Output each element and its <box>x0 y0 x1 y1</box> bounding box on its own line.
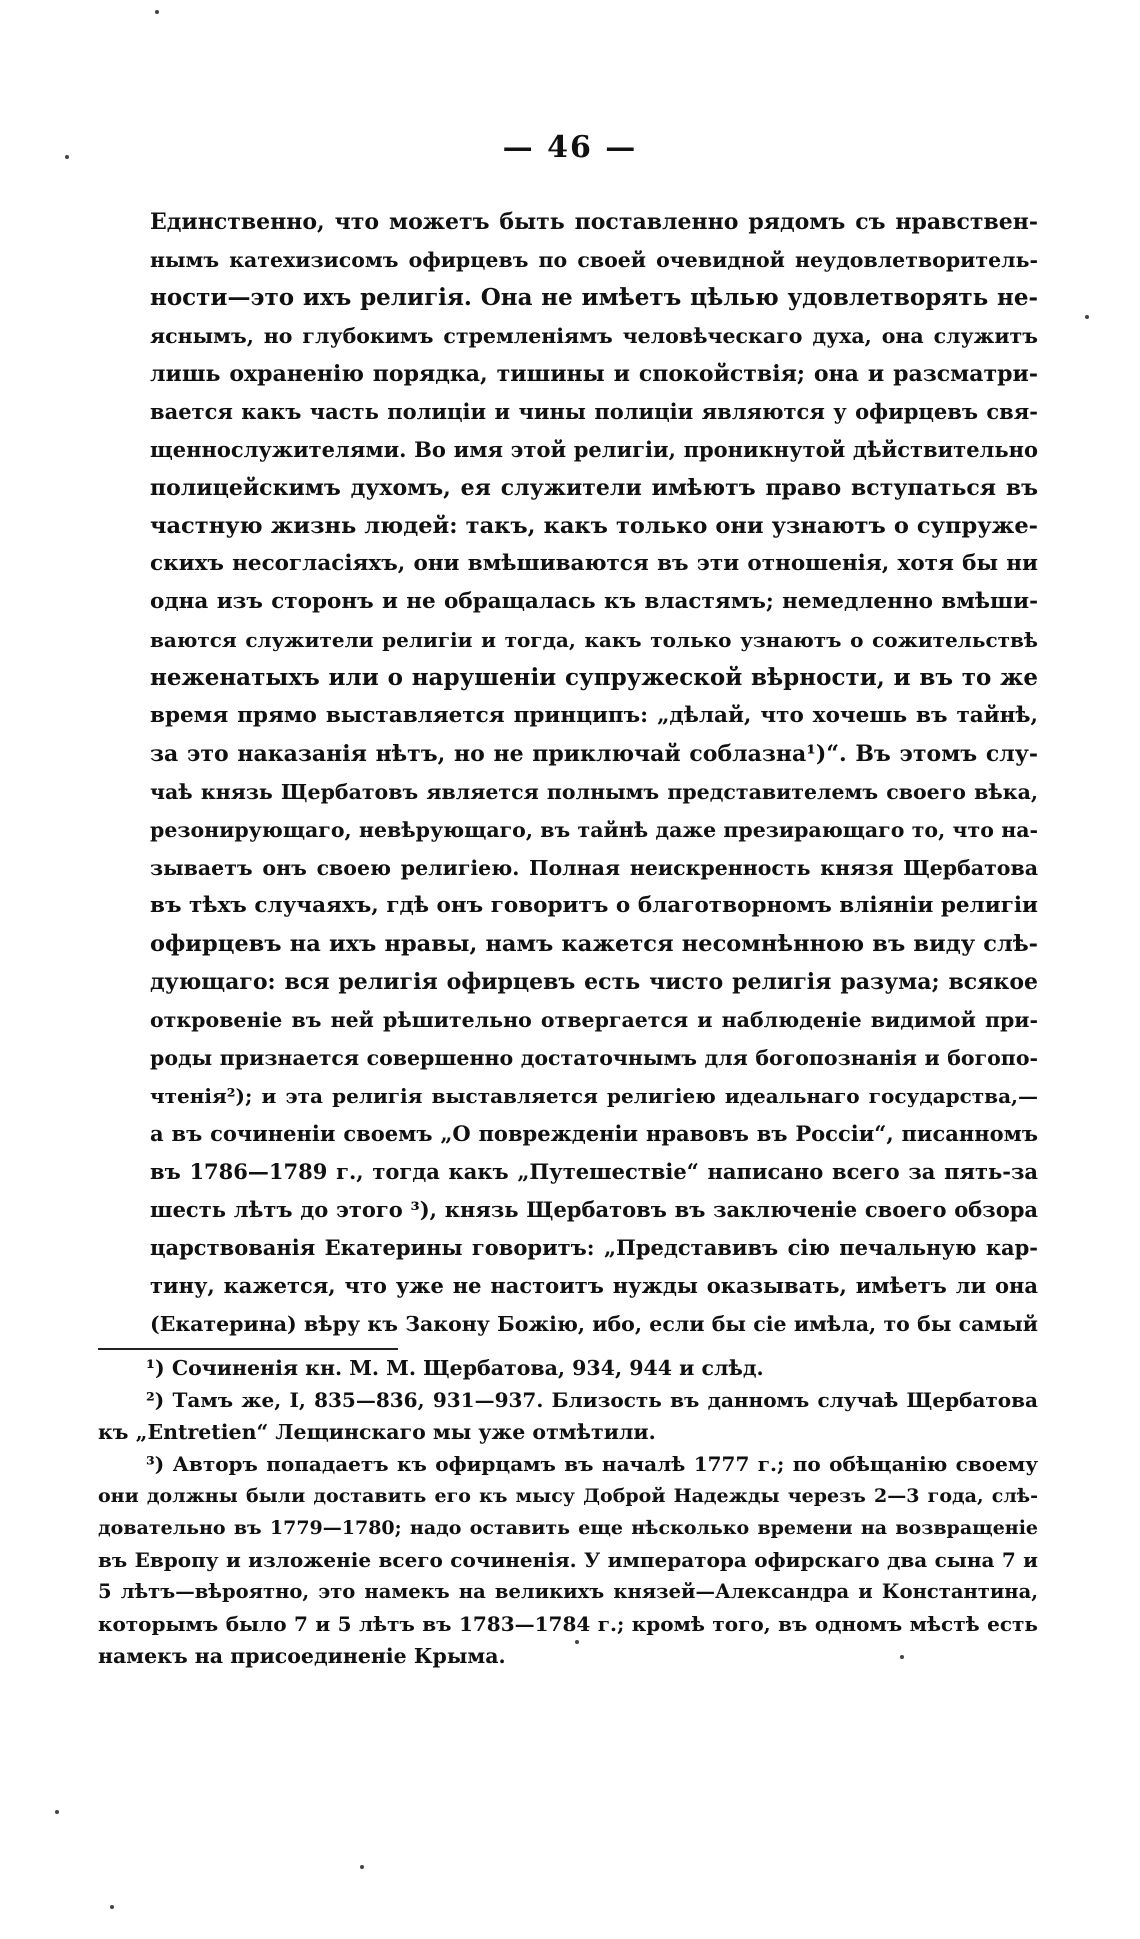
text-line: чаѣ князь Щербатовъ является полнымъ представителемъ своего вѣка, <box>150 780 1038 804</box>
footnote-line: которымъ было 7 и 5 лѣтъ въ 1783—1784 г.; кромѣ того, въ одномъ мѣстѣ есть <box>98 1612 1038 1636</box>
scan-speck <box>55 1810 59 1814</box>
text-line: откровеніе въ ней рѣшительно отвергается и наблюденіе видимой при- <box>150 1008 1038 1032</box>
text-line: время прямо выставляется принципъ: „дѣлай, что хочешь въ тайнѣ, <box>150 703 1038 728</box>
scan-speck <box>360 1865 364 1869</box>
footnote-line: 5 лѣтъ—вѣроятно, это намекъ на великихъ князей—Александра и Константина, <box>98 1580 1038 1603</box>
text-line: яснымъ, но глубокимъ стремленіямъ человѣческаго духа, она служитъ <box>150 324 1038 348</box>
text-line: неженатыхъ или о нарушеніи супружеской вѣрности, и въ то же <box>150 664 1038 691</box>
text-line: одна изъ сторонъ и не обращалась къ властямъ; немедленно вмѣши- <box>150 589 1038 614</box>
text-line: вается какъ часть полиціи и чины полиціи являются у офирцевъ свя- <box>150 399 1038 424</box>
scan-speck <box>900 1655 904 1659</box>
text-line: дующаго: вся религія офирцевъ есть чисто религія разума; всякое <box>150 969 1038 995</box>
text-line: шесть лѣтъ до этого ³), князь Щербатовъ въ заключеніе своего обзора <box>150 1197 1038 1222</box>
text-line: а въ сочиненіи своемъ „О поврежденіи нравовъ въ Россіи“, писанномъ <box>150 1121 1038 1146</box>
footnote <box>98 1448 1038 1672</box>
text-line: офирцевъ на ихъ нравы, намъ кажется несомнѣнною въ виду слѣ- <box>150 931 1038 957</box>
footnote-line: они должны были доставить его къ мысу Доброй Надежды черезъ 2—3 года, слѣ- <box>98 1485 1038 1507</box>
scan-speck <box>65 155 69 159</box>
text-line: тину, кажется, что уже не настоитъ нужды оказывать, имѣетъ ли она <box>150 1273 1038 1298</box>
text-line: нымъ катехизисомъ офирцевъ по своей очевидной неудовлетворитель- <box>150 248 1038 272</box>
footnote-line: къ „Entretien“ Лещинскаго мы уже отмѣтили. <box>98 1420 656 1444</box>
footnote <box>98 1352 1038 1384</box>
text-line: въ тѣхъ случаяхъ, гдѣ онъ говоритъ о благотворномъ вліяніи религіи <box>150 893 1038 918</box>
text-line: ности—это ихъ религія. Она не имѣетъ цѣлью удовлетворять не- <box>150 284 1038 311</box>
footnote-line: намекъ на присоединеніе Крыма. <box>98 1644 506 1668</box>
text-line: роды признается совершенно достаточнымъ для богопознанія и богопо- <box>150 1046 1038 1070</box>
page-number: — 46 — <box>502 130 638 165</box>
text-line: частную жизнь людей: такъ, какъ только они узнаютъ о супруже- <box>150 513 1038 539</box>
footnote <box>98 1384 1038 1448</box>
text-line: чтенія²); и эта религія выставляется религіею идеальнаго государства,— <box>150 1084 1038 1108</box>
text-line: (Екатерина) вѣру къ Закону Божію, ибо, если бы сіе имѣла, то бы самый <box>150 1312 1038 1336</box>
text-line: лишь охраненію порядка, тишины и спокойствія; она и разсматри- <box>150 361 1038 387</box>
scan-speck <box>1085 315 1089 319</box>
footnote-line: ¹) Сочиненія кн. М. М. Щербатова, 934, 944 и слѣд. <box>146 1356 764 1380</box>
text-line: ваются служители религіи и тогда, какъ только узнаютъ о сожительствѣ <box>150 628 1038 652</box>
text-line: скихъ несогласіяхъ, они вмѣшиваются въ эти отношенія, хотя бы ни <box>150 551 1038 576</box>
text-line: за это наказанія нѣтъ, но не приключай соблазна¹)“. Въ этомъ слу- <box>150 741 1038 767</box>
scan-speck <box>575 1640 579 1644</box>
text-line: Единственно, что можетъ быть поставленно рядомъ съ нравствен- <box>150 209 1038 235</box>
footnote-line: ²) Тамъ же, I, 835—836, 931—937. Близость въ данномъ случаѣ Щербатова <box>146 1388 1038 1412</box>
text-line: въ 1786—1789 г., тогда какъ „Путешествіе“ написано всего за пять-за <box>150 1159 1038 1184</box>
footnote-line: ³) Авторъ попадаетъ къ офирцамъ въ началѣ 1777 г.; по обѣщанію своему <box>146 1452 1038 1476</box>
footnote-line: довательно въ 1779—1780; надо оставить еще нѣсколько времени на возвращеніе <box>98 1517 1038 1539</box>
scan-speck <box>110 1905 114 1909</box>
footnote-line: въ Европу и изложеніе всего сочиненія. У императора офирскаго два сына 7 и <box>98 1548 1038 1572</box>
text-line: резонирующаго, невѣрующаго, въ тайнѣ даже презирающаго то, что на- <box>150 818 1038 842</box>
text-line: щеннослужителями. Во имя этой религіи, проникнутой дѣйствительно <box>150 437 1038 462</box>
scan-speck <box>155 10 159 14</box>
text-line: зываетъ онъ своею религіею. Полная неискренность князя Щербатова <box>150 856 1038 880</box>
text-line: царствованія Екатерины говоритъ: „Представивъ сію печальную кар- <box>150 1235 1038 1260</box>
body-text <box>150 203 1038 1343</box>
footnote-separator <box>98 1348 398 1350</box>
text-line: полицейскимъ духомъ, ея служители имѣютъ право вступаться въ <box>150 475 1038 501</box>
footnotes <box>98 1352 1038 1672</box>
